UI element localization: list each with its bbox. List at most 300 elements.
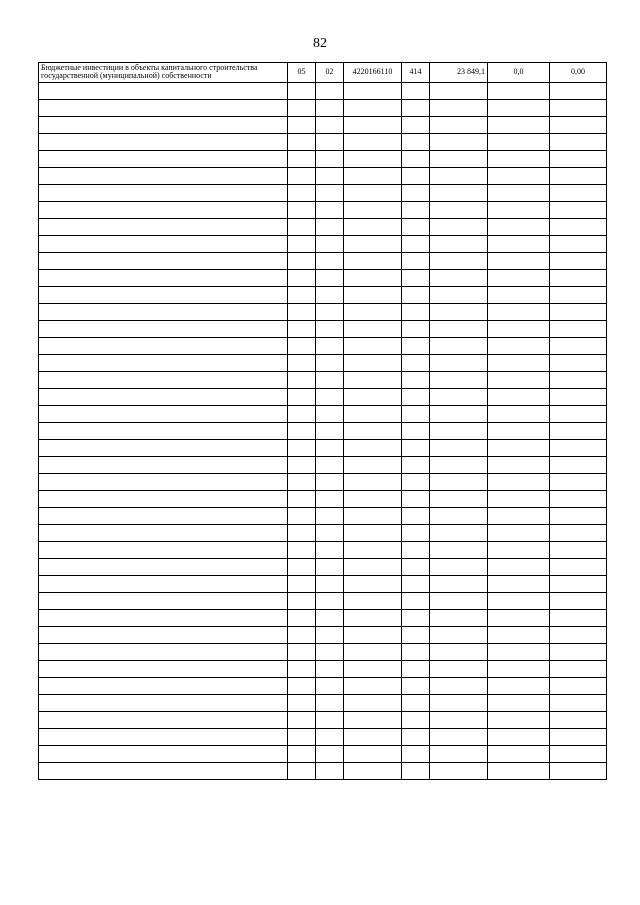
table-cell-unreadable — [402, 694, 430, 711]
table-cell-unreadable — [39, 167, 288, 184]
table-cell-unreadable — [288, 184, 316, 201]
table-cell-unreadable — [316, 303, 344, 320]
table-cell-unreadable — [316, 133, 344, 150]
table-cell-unreadable — [550, 711, 607, 728]
table-cell-unreadable — [550, 184, 607, 201]
row-pr: 02 — [316, 63, 344, 83]
table-cell-unreadable — [288, 201, 316, 218]
table-cell-unreadable — [344, 150, 402, 167]
table-cell-unreadable — [550, 490, 607, 507]
table-cell-unreadable — [550, 643, 607, 660]
table-cell-unreadable — [430, 116, 488, 133]
table-cell-unreadable — [344, 235, 402, 252]
table-cell-unreadable — [39, 694, 288, 711]
table-cell-unreadable — [316, 116, 344, 133]
table-cell-unreadable — [402, 609, 430, 626]
table-cell-unreadable — [488, 439, 550, 456]
table-cell-unreadable — [488, 575, 550, 592]
table-row-unreadable — [39, 575, 607, 592]
table-cell-unreadable — [316, 320, 344, 337]
table-cell-unreadable — [550, 439, 607, 456]
table-cell-unreadable — [39, 507, 288, 524]
table-cell-unreadable — [39, 269, 288, 286]
table-cell-unreadable — [430, 99, 488, 116]
table-cell-unreadable — [550, 116, 607, 133]
table-cell-unreadable — [344, 490, 402, 507]
table-cell-unreadable — [430, 218, 488, 235]
table-cell-unreadable — [488, 405, 550, 422]
table-cell-unreadable — [288, 439, 316, 456]
table-cell-unreadable — [316, 388, 344, 405]
table-cell-unreadable — [550, 286, 607, 303]
table-cell-unreadable — [402, 133, 430, 150]
table-cell-unreadable — [402, 677, 430, 694]
table-cell-unreadable — [39, 218, 288, 235]
table-cell-unreadable — [488, 745, 550, 762]
table-cell-unreadable — [344, 694, 402, 711]
table-cell-unreadable — [39, 371, 288, 388]
table-cell-unreadable — [402, 626, 430, 643]
table-cell-unreadable — [550, 269, 607, 286]
table-cell-unreadable — [430, 694, 488, 711]
table-cell-unreadable — [402, 490, 430, 507]
table-cell-unreadable — [316, 235, 344, 252]
table-row-unreadable — [39, 184, 607, 201]
table-cell-unreadable — [430, 133, 488, 150]
table-cell-unreadable — [430, 490, 488, 507]
table-cell-unreadable — [288, 762, 316, 779]
table-cell-unreadable — [39, 354, 288, 371]
table-cell-unreadable — [344, 558, 402, 575]
table-row-unreadable — [39, 762, 607, 779]
table-cell-unreadable — [488, 252, 550, 269]
table-row-unreadable — [39, 711, 607, 728]
table-row-unreadable — [39, 694, 607, 711]
table-cell-unreadable — [39, 541, 288, 558]
table-cell-unreadable — [39, 745, 288, 762]
table-cell-unreadable — [488, 694, 550, 711]
table-cell-unreadable — [488, 592, 550, 609]
table-cell-unreadable — [288, 150, 316, 167]
table-cell-unreadable — [402, 320, 430, 337]
table-cell-unreadable — [488, 422, 550, 439]
table-row-unreadable — [39, 235, 607, 252]
table-cell-unreadable — [430, 609, 488, 626]
table-cell-unreadable — [550, 337, 607, 354]
table-cell-unreadable — [288, 558, 316, 575]
table-cell-unreadable — [288, 490, 316, 507]
table-cell-unreadable — [550, 371, 607, 388]
table-cell-unreadable — [39, 711, 288, 728]
row-pct: 0,00 — [550, 63, 607, 83]
table-cell-unreadable — [288, 303, 316, 320]
table-cell-unreadable — [430, 320, 488, 337]
table-row-unreadable — [39, 660, 607, 677]
table-cell-unreadable — [344, 439, 402, 456]
table-cell-unreadable — [402, 184, 430, 201]
table-cell-unreadable — [316, 524, 344, 541]
table-row-unreadable — [39, 150, 607, 167]
table-row-unreadable — [39, 201, 607, 218]
table-row-unreadable — [39, 558, 607, 575]
table-cell-unreadable — [288, 388, 316, 405]
table-cell-unreadable — [316, 558, 344, 575]
table-row-unreadable — [39, 303, 607, 320]
table-cell-unreadable — [402, 303, 430, 320]
table-row-unreadable — [39, 133, 607, 150]
table-cell-unreadable — [344, 388, 402, 405]
table-cell-unreadable — [344, 82, 402, 99]
table-cell-unreadable — [488, 524, 550, 541]
table-cell-unreadable — [488, 201, 550, 218]
table-cell-unreadable — [39, 99, 288, 116]
table-cell-unreadable — [430, 371, 488, 388]
table-cell-unreadable — [344, 167, 402, 184]
table-cell-unreadable — [344, 116, 402, 133]
table-cell-unreadable — [39, 303, 288, 320]
table-body — [39, 63, 607, 780]
table-cell-unreadable — [344, 643, 402, 660]
table-row-unreadable — [39, 677, 607, 694]
table-cell-unreadable — [488, 660, 550, 677]
table-cell-unreadable — [316, 82, 344, 99]
table-cell-unreadable — [402, 269, 430, 286]
table-cell-unreadable — [488, 235, 550, 252]
table-cell-unreadable — [288, 592, 316, 609]
table-cell-unreadable — [402, 354, 430, 371]
table-row-unreadable — [39, 337, 607, 354]
table-cell-unreadable — [550, 507, 607, 524]
table-cell-unreadable — [288, 320, 316, 337]
table-cell-unreadable — [550, 82, 607, 99]
table-cell-unreadable — [488, 762, 550, 779]
table-cell-unreadable — [344, 184, 402, 201]
table-cell-unreadable — [39, 439, 288, 456]
table-cell-unreadable — [344, 218, 402, 235]
table-cell-unreadable — [316, 99, 344, 116]
table-cell-unreadable — [430, 643, 488, 660]
table-row-unreadable — [39, 439, 607, 456]
table-cell-unreadable — [402, 456, 430, 473]
table-cell-unreadable — [39, 728, 288, 745]
table-row-unreadable — [39, 643, 607, 660]
table-cell-unreadable — [550, 320, 607, 337]
table-cell-unreadable — [39, 388, 288, 405]
table-cell-unreadable — [288, 269, 316, 286]
table-cell-unreadable — [316, 762, 344, 779]
table-cell-unreadable — [288, 167, 316, 184]
table-cell-unreadable — [316, 711, 344, 728]
table-cell-unreadable — [550, 405, 607, 422]
table-cell-unreadable — [430, 660, 488, 677]
table-cell-unreadable — [39, 592, 288, 609]
table-cell-unreadable — [39, 252, 288, 269]
table-cell-unreadable — [316, 252, 344, 269]
table-cell-unreadable — [316, 694, 344, 711]
table-cell-unreadable — [288, 473, 316, 490]
table-cell-unreadable — [39, 609, 288, 626]
table-cell-unreadable — [288, 677, 316, 694]
table-cell-unreadable — [316, 728, 344, 745]
table-row-unreadable — [39, 218, 607, 235]
table-cell-unreadable — [402, 235, 430, 252]
table-cell-unreadable — [316, 337, 344, 354]
table-cell-unreadable — [488, 99, 550, 116]
table-cell-unreadable — [402, 541, 430, 558]
table-cell-unreadable — [316, 439, 344, 456]
table-cell-unreadable — [430, 405, 488, 422]
table-cell-unreadable — [488, 643, 550, 660]
table-cell-unreadable — [550, 694, 607, 711]
table-cell-unreadable — [344, 660, 402, 677]
table-cell-unreadable — [288, 728, 316, 745]
table-row-unreadable — [39, 320, 607, 337]
table-cell-unreadable — [316, 507, 344, 524]
table-cell-unreadable — [550, 167, 607, 184]
table-cell-unreadable — [488, 626, 550, 643]
table-cell-unreadable — [488, 337, 550, 354]
table-cell-unreadable — [430, 439, 488, 456]
table-row-unreadable — [39, 592, 607, 609]
table-cell-unreadable — [288, 133, 316, 150]
table-cell-unreadable — [430, 711, 488, 728]
table-cell-unreadable — [488, 184, 550, 201]
table-cell-unreadable — [344, 133, 402, 150]
table-cell-unreadable — [344, 473, 402, 490]
table-cell-unreadable — [288, 643, 316, 660]
table-cell-unreadable — [288, 745, 316, 762]
table-row-unreadable — [39, 626, 607, 643]
table-cell-unreadable — [488, 541, 550, 558]
table-cell-unreadable — [550, 201, 607, 218]
table-cell-unreadable — [402, 473, 430, 490]
table-cell-unreadable — [288, 252, 316, 269]
table-cell-unreadable — [288, 524, 316, 541]
table-cell-unreadable — [39, 762, 288, 779]
table-cell-unreadable — [430, 82, 488, 99]
table-cell-unreadable — [402, 762, 430, 779]
table-cell-unreadable — [488, 490, 550, 507]
table-cell-unreadable — [488, 286, 550, 303]
table-cell-unreadable — [344, 422, 402, 439]
table-cell-unreadable — [402, 167, 430, 184]
table-cell-unreadable — [550, 99, 607, 116]
table-cell-unreadable — [402, 558, 430, 575]
table-row-unreadable — [39, 371, 607, 388]
table-row-unreadable — [39, 490, 607, 507]
table-row-unreadable — [39, 354, 607, 371]
table-cell-unreadable — [316, 490, 344, 507]
row-rz: 05 — [288, 63, 316, 83]
table-cell-unreadable — [316, 626, 344, 643]
table-cell-unreadable — [550, 252, 607, 269]
table-row-unreadable — [39, 167, 607, 184]
table-cell-unreadable — [402, 507, 430, 524]
table-row-unreadable — [39, 728, 607, 745]
table-cell-unreadable — [430, 541, 488, 558]
table-cell-unreadable — [488, 456, 550, 473]
table-cell-unreadable — [344, 252, 402, 269]
table-cell-unreadable — [550, 150, 607, 167]
table-cell-unreadable — [488, 558, 550, 575]
table-cell-unreadable — [488, 354, 550, 371]
table-row-unreadable — [39, 541, 607, 558]
table-cell-unreadable — [402, 388, 430, 405]
table-cell-unreadable — [550, 541, 607, 558]
table-cell-unreadable — [430, 201, 488, 218]
table-cell-unreadable — [550, 133, 607, 150]
table-cell-unreadable — [288, 218, 316, 235]
table-cell-unreadable — [430, 150, 488, 167]
table-cell-unreadable — [402, 201, 430, 218]
table-cell-unreadable — [344, 677, 402, 694]
table-cell-unreadable — [430, 422, 488, 439]
table-cell-unreadable — [402, 150, 430, 167]
table-cell-unreadable — [39, 626, 288, 643]
table-cell-unreadable — [550, 524, 607, 541]
table-cell-unreadable — [316, 609, 344, 626]
table-cell-unreadable — [430, 354, 488, 371]
table-row-unreadable — [39, 116, 607, 133]
table-cell-unreadable — [288, 337, 316, 354]
table-cell-unreadable — [344, 354, 402, 371]
table-cell-unreadable — [316, 745, 344, 762]
budget-table-wrap — [38, 62, 606, 780]
table-cell-unreadable — [39, 643, 288, 660]
table-cell-unreadable — [316, 218, 344, 235]
table-cell-unreadable — [39, 405, 288, 422]
table-cell-unreadable — [430, 269, 488, 286]
table-cell-unreadable — [488, 711, 550, 728]
table-cell-unreadable — [430, 507, 488, 524]
table-cell-unreadable — [344, 524, 402, 541]
table-cell-unreadable — [430, 745, 488, 762]
row-csr: 4220166110 — [344, 63, 402, 83]
table-cell-unreadable — [430, 592, 488, 609]
table-cell-unreadable — [316, 269, 344, 286]
row-sum1: 23 849,1 — [430, 63, 488, 83]
table-cell-unreadable — [430, 456, 488, 473]
table-cell-unreadable — [316, 592, 344, 609]
table-cell-unreadable — [488, 269, 550, 286]
table-cell-unreadable — [550, 728, 607, 745]
table-row-unreadable — [39, 609, 607, 626]
table-cell-unreadable — [402, 82, 430, 99]
table-row-unreadable — [39, 456, 607, 473]
table-row-unreadable — [39, 473, 607, 490]
table-cell-unreadable — [316, 150, 344, 167]
table-cell-unreadable — [316, 354, 344, 371]
table-cell-unreadable — [402, 405, 430, 422]
table-cell-unreadable — [488, 116, 550, 133]
table-cell-unreadable — [344, 456, 402, 473]
table-cell-unreadable — [402, 252, 430, 269]
table-cell-unreadable — [550, 626, 607, 643]
table-cell-unreadable — [288, 456, 316, 473]
table-cell-unreadable — [430, 303, 488, 320]
table-cell-unreadable — [344, 745, 402, 762]
table-cell-unreadable — [488, 371, 550, 388]
table-cell-unreadable — [430, 626, 488, 643]
table-cell-unreadable — [316, 371, 344, 388]
table-cell-unreadable — [316, 541, 344, 558]
table-cell-unreadable — [316, 575, 344, 592]
table-cell-unreadable — [316, 286, 344, 303]
table-cell-unreadable — [550, 677, 607, 694]
table-cell-unreadable — [402, 660, 430, 677]
table-cell-unreadable — [430, 235, 488, 252]
budget-table — [38, 62, 607, 780]
table-cell-unreadable — [344, 371, 402, 388]
table-cell-unreadable — [402, 99, 430, 116]
table-cell-unreadable — [402, 371, 430, 388]
table-cell-unreadable — [288, 609, 316, 626]
table-cell-unreadable — [402, 728, 430, 745]
table-cell-unreadable — [316, 473, 344, 490]
table-row-unreadable — [39, 524, 607, 541]
table-cell-unreadable — [550, 609, 607, 626]
table-cell-unreadable — [39, 337, 288, 354]
table-cell-unreadable — [344, 711, 402, 728]
table-cell-unreadable — [344, 201, 402, 218]
table-cell-unreadable — [488, 218, 550, 235]
table-cell-unreadable — [288, 660, 316, 677]
table-cell-unreadable — [316, 660, 344, 677]
table-row-unreadable — [39, 269, 607, 286]
table-cell-unreadable — [39, 456, 288, 473]
table-cell-unreadable — [550, 745, 607, 762]
table-cell-unreadable — [288, 507, 316, 524]
table-cell-unreadable — [316, 167, 344, 184]
table-cell-unreadable — [344, 541, 402, 558]
table-cell-unreadable — [39, 82, 288, 99]
table-cell-unreadable — [344, 320, 402, 337]
table-cell-unreadable — [488, 507, 550, 524]
table-cell-unreadable — [344, 575, 402, 592]
table-cell-unreadable — [430, 184, 488, 201]
table-cell-unreadable — [402, 592, 430, 609]
table-cell-unreadable — [402, 286, 430, 303]
table-cell-unreadable — [402, 337, 430, 354]
table-row-unreadable — [39, 507, 607, 524]
table-cell-unreadable — [39, 473, 288, 490]
row-vr: 414 — [402, 63, 430, 83]
table-row — [39, 63, 607, 83]
table-cell-unreadable — [316, 184, 344, 201]
table-cell-unreadable — [550, 558, 607, 575]
table-cell-unreadable — [288, 354, 316, 371]
table-cell-unreadable — [402, 575, 430, 592]
table-cell-unreadable — [344, 99, 402, 116]
table-cell-unreadable — [344, 303, 402, 320]
table-cell-unreadable — [488, 82, 550, 99]
table-cell-unreadable — [550, 354, 607, 371]
table-cell-unreadable — [402, 116, 430, 133]
table-cell-unreadable — [39, 150, 288, 167]
table-cell-unreadable — [288, 541, 316, 558]
table-cell-unreadable — [39, 524, 288, 541]
table-cell-unreadable — [344, 337, 402, 354]
table-cell-unreadable — [39, 660, 288, 677]
table-cell-unreadable — [344, 286, 402, 303]
table-cell-unreadable — [430, 252, 488, 269]
table-cell-unreadable — [39, 286, 288, 303]
table-cell-unreadable — [550, 388, 607, 405]
table-cell-unreadable — [488, 320, 550, 337]
table-cell-unreadable — [402, 524, 430, 541]
table-cell-unreadable — [316, 422, 344, 439]
table-cell-unreadable — [402, 711, 430, 728]
